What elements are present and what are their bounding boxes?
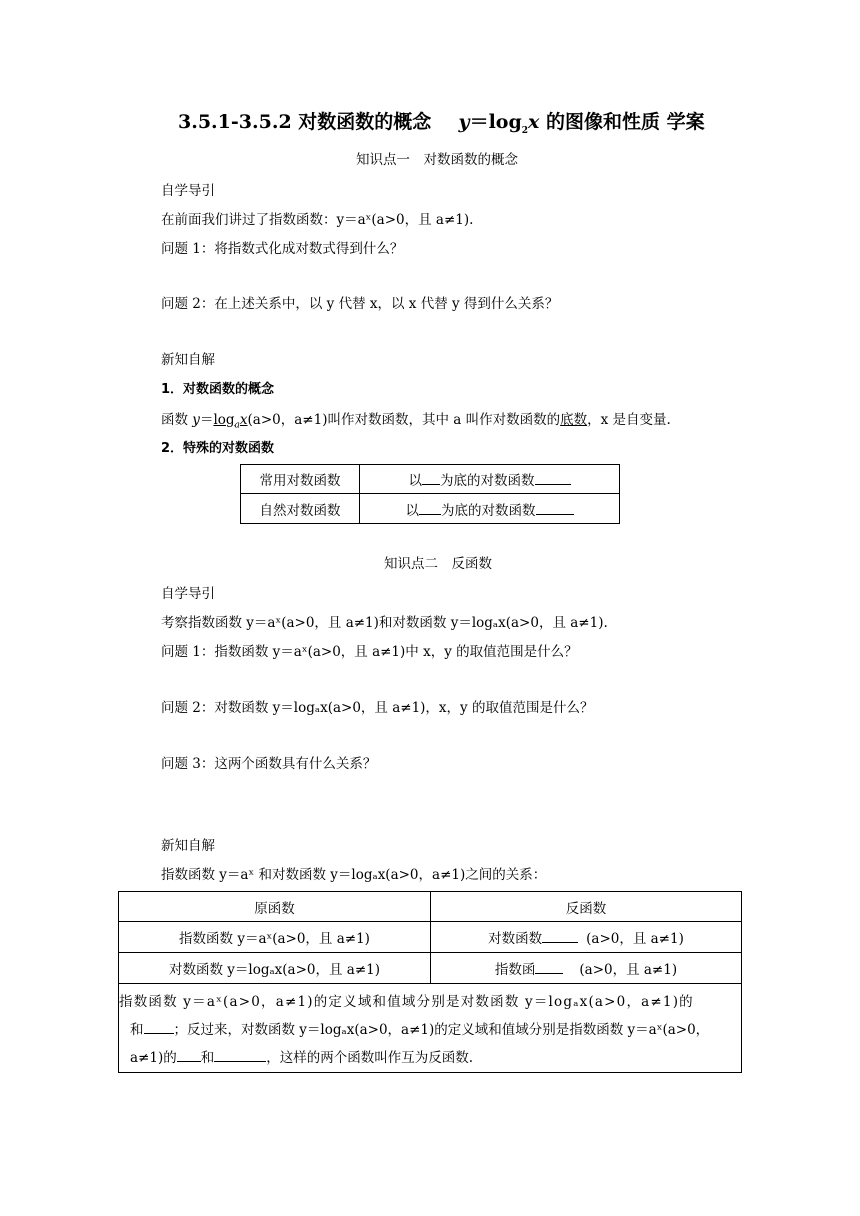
special-row-2-desc: 以 为底的对数函数	[360, 494, 620, 524]
section1-question-2: 问题 2：在上述关系中，以 y 代替 x，以 x 代替 y 得到什么关系？	[161, 296, 559, 312]
item1-heading: 1．对数函数的概念	[161, 382, 275, 397]
summary-cell	[119, 984, 742, 1073]
section1-new-label: 新知自解	[161, 352, 215, 368]
special-row-1-desc: 以 为底的对数函数	[360, 465, 620, 494]
item1-text-b: (a>0，a≠1)叫作对数函数，其中 a 叫作对数函数的	[247, 412, 561, 428]
section1-intro: 在前面我们讲过了指数函数：y＝aˣ(a>0，且 a≠1).	[161, 212, 474, 228]
section2-question-2: 问题 2：对数函数 y＝logₐx(a>0，且 a≠1)，x，y 的取值范围是什么？	[161, 700, 594, 716]
item1-text-a: 函数	[161, 412, 193, 428]
section2-new-label: 新知自解	[161, 838, 215, 854]
title-formula-mid: ＝log	[469, 111, 522, 133]
summary-line-3: a≠1)的 和 ，这样的两个函数叫作互为反函数.	[130, 1050, 474, 1066]
section1-heading: 知识点一 对数函数的概念	[356, 152, 518, 168]
summary-line-1: 指数函数 y＝aˣ(a>0，a≠1)的定义域和值域分别是对数函数 y＝logₐx(a>0，a≠1)的	[119, 994, 694, 1010]
row1-inverse: 对数函数 (a>0，且 a≠1)	[431, 922, 742, 953]
item2-heading: 2．特殊的对数函数	[161, 441, 275, 456]
title-formula-x: x	[528, 111, 540, 133]
section2-relation-intro: 指数函数 y＝aˣ 和对数函数 y＝logₐx(a>0，a≠1)之间的关系：	[161, 867, 547, 883]
section2-heading: 知识点二 反函数	[384, 556, 492, 572]
row2-inverse: 指数函 (a>0，且 a≠1)	[431, 953, 742, 984]
section1-question-1: 问题 1：将指数式化成对数式得到什么？	[161, 241, 404, 257]
section2-question-1: 问题 1：指数函数 y＝aˣ(a>0，且 a≠1)中 x，y 的取值范围是什么？	[161, 644, 578, 660]
special-row-2-name: 自然对数函数	[241, 494, 360, 524]
section2-intro: 考察指数函数 y＝aˣ(a>0，且 a≠1)和对数函数 y＝logₐx(a>0，且 a≠1).	[161, 615, 608, 631]
item1-underlined: 底数	[560, 412, 588, 428]
special-log-table	[240, 464, 620, 524]
title-suffix: 的图像和性质 学案	[545, 111, 705, 133]
header-original: 原函数	[119, 892, 431, 922]
row2-original: 对数函数 y＝logₐx(a>0，且 a≠1)	[119, 953, 431, 984]
page-title	[178, 107, 705, 136]
row1-original: 指数函数 y＝aˣ(a>0，且 a≠1)	[119, 922, 431, 953]
special-row-1-name: 常用对数函数	[241, 465, 360, 494]
title-formula-sub: 2	[521, 125, 529, 136]
section2-guide-label: 自学导引	[161, 586, 215, 602]
title-prefix: 3.5.1-3.5.2 对数函数的概念	[178, 111, 432, 133]
item1-text-c: ，x 是自变量.	[587, 412, 671, 428]
section2-question-3: 问题 3：这两个函数具有什么关系？	[161, 756, 377, 772]
item1-text: 函数 $y=\log_ax(a>0$，a≠1)叫作对数函数，其中 a 叫作对数函数的底数，x 是自变量.	[161, 412, 671, 431]
section1-guide-label: 自学导引	[161, 183, 215, 199]
title-formula-y: y	[458, 111, 470, 133]
inverse-function-table	[118, 891, 742, 1073]
header-inverse: 反函数	[431, 892, 742, 922]
summary-line-2: 和 ；反过来，对数函数 y＝logₐx(a>0，a≠1)的定义域和值域分别是指数函数 y＝aˣ(a>0，	[130, 1022, 710, 1038]
